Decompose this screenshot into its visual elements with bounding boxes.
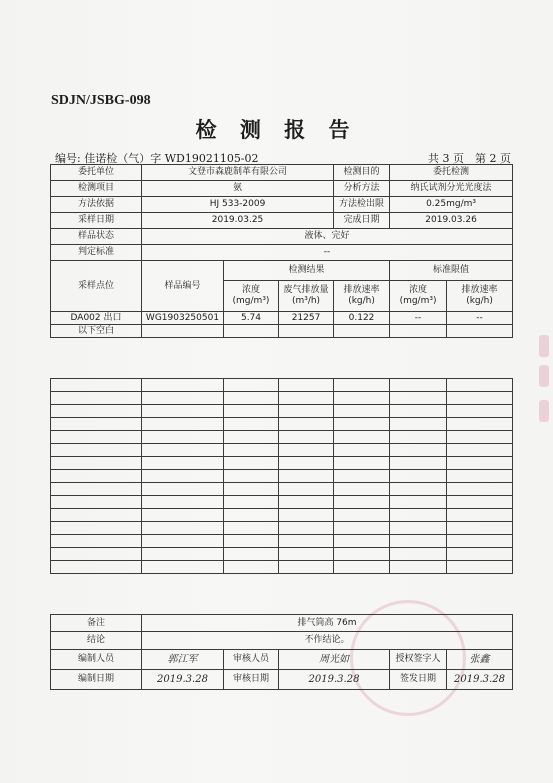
blank-rows-table (50, 378, 513, 574)
empty-cell (224, 392, 279, 405)
page-title: 检 测 报 告 (195, 118, 358, 142)
empty-cell (142, 509, 224, 522)
empty-cell (224, 561, 279, 574)
empty-cell (279, 496, 334, 509)
reviewer-label: 审核人员 (224, 650, 279, 670)
empty-cell (142, 392, 224, 405)
empty-cell (142, 470, 224, 483)
empty-cell (142, 561, 224, 574)
remark-label: 备注 (51, 615, 142, 632)
blank-row (51, 522, 513, 535)
empty-cell (447, 509, 513, 522)
empty-cell (51, 509, 142, 522)
empty-cell (224, 431, 279, 444)
empty-cell (334, 548, 390, 561)
empty-cell (51, 470, 142, 483)
empty-cell (447, 392, 513, 405)
sample-no-header: 样品编号 (142, 261, 224, 312)
empty-cell (142, 457, 224, 470)
empty-cell (390, 457, 447, 470)
table-row (51, 312, 513, 325)
empty-cell (279, 522, 334, 535)
empty-cell (447, 496, 513, 509)
empty-cell (142, 535, 224, 548)
standard-value: -- (142, 245, 513, 261)
empty-cell (224, 496, 279, 509)
blank-row (51, 496, 513, 509)
empty-cell (279, 418, 334, 431)
empty-cell (390, 431, 447, 444)
empty-cell (142, 483, 224, 496)
empty-cell (142, 405, 224, 418)
empty-cell (279, 392, 334, 405)
empty-cell (390, 561, 447, 574)
empty-cell (51, 457, 142, 470)
empty-cell (390, 405, 447, 418)
edge-stamp-mark (539, 335, 549, 357)
empty-cell (447, 418, 513, 431)
sample-state-label: 样品状态 (51, 229, 142, 245)
blank-row (51, 392, 513, 405)
empty-cell (390, 418, 447, 431)
item-label: 检测项目 (51, 181, 142, 197)
report-table (50, 164, 513, 338)
empty-cell (51, 535, 142, 548)
empty-cell (279, 431, 334, 444)
compile-date-label: 编制日期 (51, 670, 142, 690)
empty-cell (279, 561, 334, 574)
empty-cell (334, 496, 390, 509)
empty-cell (51, 392, 142, 405)
empty-cell (447, 431, 513, 444)
empty-cell (279, 470, 334, 483)
compiler-signature: 郭江军 (142, 650, 224, 670)
empty-cell (224, 379, 279, 392)
blank-row (51, 418, 513, 431)
basis-value: HJ 533-2009 (142, 197, 334, 213)
empty-cell (447, 325, 513, 338)
empty-cell (447, 405, 513, 418)
empty-cell (390, 470, 447, 483)
reviewer-signature: 周光如 (279, 650, 390, 670)
blank-row (51, 509, 513, 522)
empty-cell (334, 457, 390, 470)
empty-cell (279, 509, 334, 522)
empty-cell (334, 405, 390, 418)
lim-conc-header (390, 281, 447, 312)
conc-cell: 5.74 (224, 312, 279, 325)
empty-cell (390, 522, 447, 535)
empty-cell (334, 535, 390, 548)
empty-cell (334, 561, 390, 574)
empty-cell (334, 522, 390, 535)
flow-cell: 21257 (279, 312, 334, 325)
standard-label: 判定标准 (51, 245, 142, 261)
conclusion-label: 结论 (51, 632, 142, 650)
report-number: 编号: 佳诺检（气）字 WD19021105-02 (55, 152, 259, 165)
empty-cell (334, 379, 390, 392)
basis-label: 方法依据 (51, 197, 142, 213)
empty-cell (51, 444, 142, 457)
review-date: 2019.3.28 (279, 670, 390, 690)
lim-conc-label: 浓度 (409, 285, 428, 295)
empty-cell (224, 470, 279, 483)
empty-cell (142, 431, 224, 444)
remark-value: 排气筒高 76m (142, 615, 513, 632)
empty-cell (447, 379, 513, 392)
rate-unit: (kg/h) (348, 296, 375, 306)
finish-date-label: 完成日期 (334, 213, 390, 229)
empty-cell (224, 444, 279, 457)
empty-cell (142, 418, 224, 431)
empty-cell (51, 561, 142, 574)
empty-cell (142, 548, 224, 561)
empty-cell (51, 496, 142, 509)
limit-label: 方法检出限 (334, 197, 390, 213)
blank-row (51, 470, 513, 483)
empty-cell (224, 457, 279, 470)
empty-cell (51, 405, 142, 418)
empty-cell (51, 522, 142, 535)
blank-row (51, 444, 513, 457)
lim-rate-unit: (kg/h) (466, 296, 493, 306)
empty-cell (279, 483, 334, 496)
empty-cell (224, 418, 279, 431)
empty-cell (390, 548, 447, 561)
blank-note: 以下空白 (51, 325, 142, 338)
empty-cell (51, 418, 142, 431)
empty-cell (279, 548, 334, 561)
empty-cell (224, 483, 279, 496)
empty-cell (390, 379, 447, 392)
point-header: 采样点位 (51, 261, 142, 312)
empty-cell (447, 444, 513, 457)
limit-value: 0.25mg/m³ (390, 197, 513, 213)
compiler-label: 编制人员 (51, 650, 142, 670)
signer-label: 授权签字人 (390, 650, 447, 670)
results-header: 检测结果 (224, 261, 390, 281)
empty-cell (390, 496, 447, 509)
sign-date-label: 签发日期 (390, 670, 447, 690)
empty-cell (447, 548, 513, 561)
empty-cell (142, 325, 224, 338)
lim-rate-cell: -- (447, 312, 513, 325)
empty-cell (279, 535, 334, 548)
empty-cell (390, 392, 447, 405)
empty-cell (51, 548, 142, 561)
empty-cell (51, 483, 142, 496)
flow-unit: (m³/h) (291, 296, 321, 306)
lim-conc-unit: (mg/m³) (399, 296, 437, 306)
document-code: SDJN/JSBG-098 (51, 93, 151, 108)
empty-cell (279, 405, 334, 418)
purpose-value: 委托检测 (390, 165, 513, 181)
empty-cell (334, 418, 390, 431)
blank-row (51, 483, 513, 496)
empty-cell (390, 483, 447, 496)
empty-cell (390, 535, 447, 548)
empty-cell (142, 496, 224, 509)
empty-cell (142, 379, 224, 392)
empty-cell (334, 325, 390, 338)
empty-cell (334, 509, 390, 522)
empty-cell (334, 444, 390, 457)
purpose-label: 检测目的 (334, 165, 390, 181)
method-value: 纳氏试剂分光光度法 (390, 181, 513, 197)
empty-cell (447, 522, 513, 535)
method-label: 分析方法 (334, 181, 390, 197)
point-cell: DA002 出口 (51, 312, 142, 325)
flow-header (279, 281, 334, 312)
empty-cell (390, 444, 447, 457)
empty-cell (447, 483, 513, 496)
conclusion-value: 不作结论。 (142, 632, 513, 650)
client-label: 委托单位 (51, 165, 142, 181)
sample-date-value: 2019.03.25 (142, 213, 334, 229)
lim-rate-header (447, 281, 513, 312)
rate-header (334, 281, 390, 312)
blank-row (51, 548, 513, 561)
sign-date: 2019.3.28 (447, 670, 513, 690)
limits-header: 标准限值 (390, 261, 513, 281)
empty-cell (279, 444, 334, 457)
empty-cell (447, 457, 513, 470)
empty-cell (447, 561, 513, 574)
finish-date-value: 2019.03.26 (390, 213, 513, 229)
empty-cell (447, 535, 513, 548)
empty-cell (51, 379, 142, 392)
empty-cell (224, 325, 279, 338)
blank-row (51, 405, 513, 418)
rate-label: 排放速率 (343, 285, 380, 295)
blank-row (51, 561, 513, 574)
lim-conc-cell: -- (390, 312, 447, 325)
flow-label: 废气排放量 (283, 285, 329, 295)
empty-cell (142, 522, 224, 535)
blank-row (51, 431, 513, 444)
review-date-label: 审核日期 (224, 670, 279, 690)
footer-table (50, 614, 513, 690)
empty-cell (390, 509, 447, 522)
empty-cell (334, 392, 390, 405)
edge-stamp-mark (539, 365, 549, 387)
empty-cell (51, 431, 142, 444)
blank-row (51, 457, 513, 470)
empty-cell (390, 325, 447, 338)
conc-header (224, 281, 279, 312)
sample-no-cell: WG1903250501 (142, 312, 224, 325)
empty-cell (224, 509, 279, 522)
empty-cell (447, 470, 513, 483)
signer-signature: 张鑫 (447, 650, 513, 670)
empty-cell (279, 457, 334, 470)
empty-cell (224, 548, 279, 561)
page-count: 共 3 页 第 2 页 (428, 152, 511, 165)
empty-cell (279, 379, 334, 392)
client-value: 文登市森鹿制革有限公司 (142, 165, 334, 181)
rate-cell: 0.122 (334, 312, 390, 325)
compile-date: 2019.3.28 (142, 670, 224, 690)
sample-state-value: 液体、完好 (142, 229, 513, 245)
empty-cell (142, 444, 224, 457)
blank-row (51, 379, 513, 392)
table-row (51, 325, 513, 338)
empty-cell (224, 522, 279, 535)
edge-stamp-mark (539, 400, 549, 422)
conc-label: 浓度 (241, 285, 260, 295)
empty-cell (334, 483, 390, 496)
sample-date-label: 采样日期 (51, 213, 142, 229)
empty-cell (224, 535, 279, 548)
lim-rate-label: 排放速率 (461, 285, 498, 295)
item-value: 氨 (142, 181, 334, 197)
empty-cell (279, 325, 334, 338)
blank-row (51, 535, 513, 548)
conc-unit: (mg/m³) (232, 296, 270, 306)
empty-cell (224, 405, 279, 418)
empty-cell (334, 470, 390, 483)
empty-cell (334, 431, 390, 444)
